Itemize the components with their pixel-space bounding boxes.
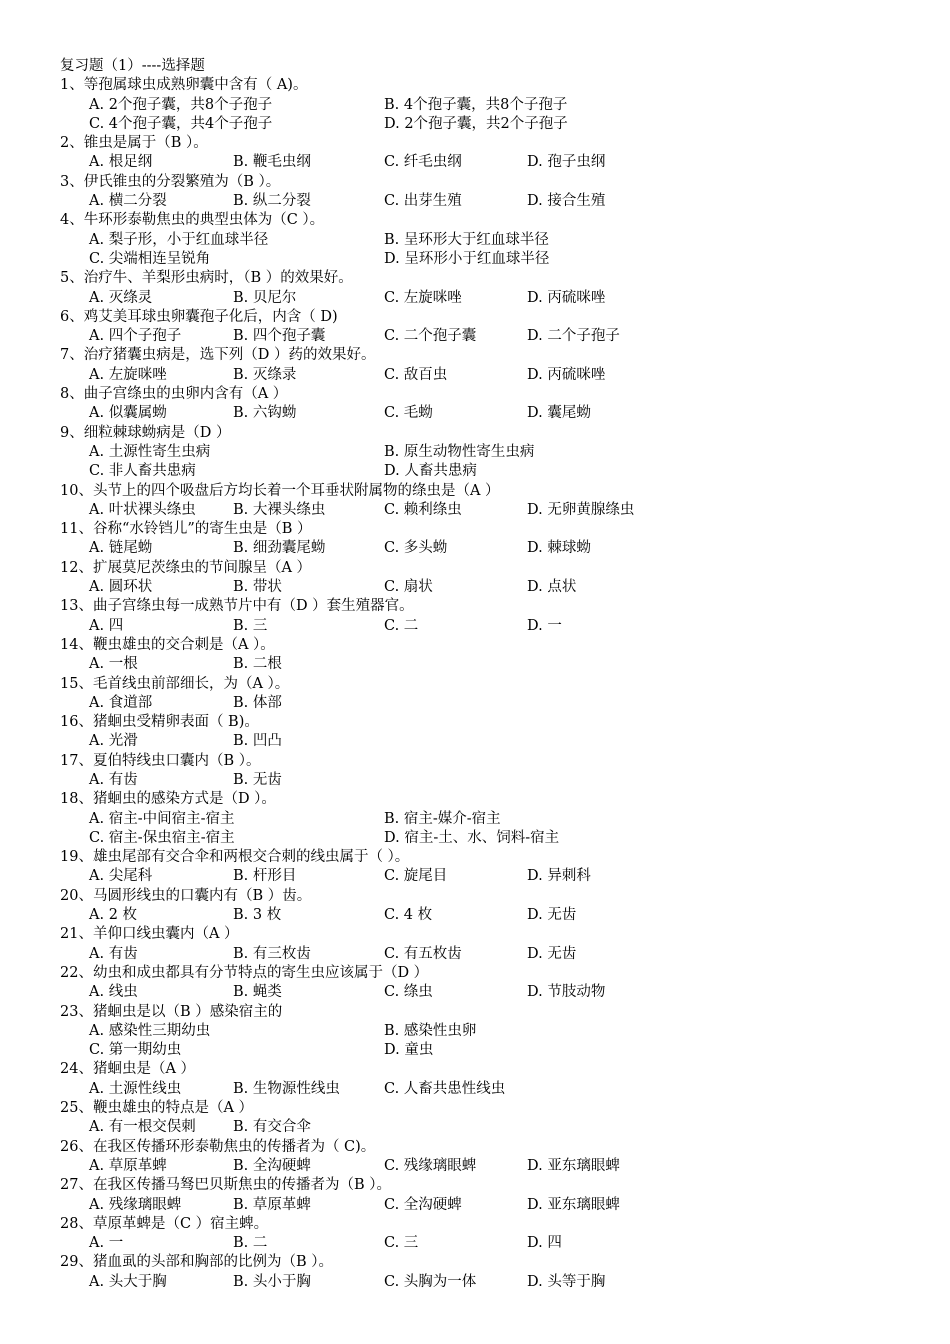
answer-option: C. 纤毛虫纲	[384, 154, 462, 171]
question-stem: 10、头节上的四个吸盘后方均长着一个耳垂状附属物的绦虫是（A ）	[60, 482, 500, 499]
answer-option: C. 头胸为一体	[384, 1273, 477, 1290]
question-stem: 29、猪血虱的头部和胸部的比例为（B ）。	[60, 1254, 333, 1271]
answer-option: A. 圆环状	[89, 579, 153, 596]
answer-option: D. 人畜共患病	[384, 463, 477, 480]
answer-option: B. 纵二分裂	[233, 193, 311, 210]
answer-option: B. 全沟硬蜱	[233, 1157, 311, 1174]
answer-option: B. 六钩蚴	[233, 405, 297, 422]
answer-option: B. 三	[233, 617, 268, 634]
answer-option: D. 囊尾蚴	[527, 405, 591, 422]
option-row	[60, 501, 920, 520]
question-stem: 9、细粒棘球蚴病是（D ）	[60, 424, 231, 441]
option-row	[60, 366, 920, 385]
option-row	[60, 1234, 920, 1253]
question-stem: 2、锥虫是属于（B ）。	[60, 135, 208, 152]
answer-option: C. 敌百虫	[384, 366, 448, 383]
question-stem: 23、猪蛔虫是以（B ）感染宿主的	[60, 1003, 283, 1020]
question-stem: 7、治疗猪囊虫病是，选下列（D ）药的效果好。	[60, 347, 376, 364]
question-stem: 8、曲子宫绦虫的虫卵内含有（A ）	[60, 386, 288, 403]
answer-option: A. 土源性线虫	[89, 1080, 182, 1097]
document-page	[60, 57, 920, 1292]
answer-option: B. 头小于胸	[233, 1273, 311, 1290]
question-stem: 16、猪蛔虫受精卵表面（ B)。	[60, 714, 259, 731]
option-row	[60, 694, 920, 713]
answer-option: D. 无齿	[527, 945, 577, 962]
answer-option: C. 残缘璃眼蜱	[384, 1157, 477, 1174]
answer-option: A. 一根	[89, 656, 138, 673]
answer-option: C. 三	[384, 1235, 419, 1252]
option-row	[60, 539, 920, 558]
answer-option: C. 全沟硬蜱	[384, 1196, 462, 1213]
question-stem: 6、鸡艾美耳球虫卵囊孢子化后，内含（ D)	[60, 308, 338, 325]
answer-option: A. 四	[89, 617, 124, 634]
question-stem: 22、幼虫和成虫都具有分节特点的寄生虫应该属于（D ）	[60, 964, 429, 981]
answer-option: C. 非人畜共患病	[89, 463, 196, 480]
option-row	[60, 250, 920, 269]
answer-option: A. 根足纲	[89, 154, 153, 171]
question-stem: 20、马圆形线虫的口囊内有（B ）齿。	[60, 887, 312, 904]
answer-option: C. 赖利绦虫	[384, 501, 462, 518]
answer-option: B. 二	[233, 1235, 268, 1252]
question-stem: 1、等孢属球虫成熟卵囊中含有（ A)。	[60, 77, 308, 94]
answer-option: C. 毛蚴	[384, 405, 433, 422]
answer-option: A. 2个孢子囊，共8个子孢子	[89, 96, 273, 113]
answer-option: D. 点状	[527, 579, 577, 596]
answer-option: B. 蝇类	[233, 984, 282, 1001]
question-stem: 3、伊氏锥虫的分裂繁殖为（B ）。	[60, 173, 281, 190]
question-stem: 24、猪蛔虫是（A ）	[60, 1061, 196, 1078]
question-stem: 21、羊仰口线虫囊内（A ）	[60, 926, 239, 943]
answer-option: A. 左旋咪唑	[89, 366, 167, 383]
option-row	[60, 983, 920, 1002]
option-row	[60, 655, 920, 674]
answer-option: D. 无齿	[527, 907, 577, 924]
option-row	[60, 829, 920, 848]
option-row	[60, 1196, 920, 1215]
question-stem: 12、扩展莫尼茨绦虫的节间腺呈（A ）	[60, 559, 312, 576]
answer-option: A. 有齿	[89, 771, 138, 788]
answer-option: A. 感染性三期幼虫	[89, 1022, 211, 1039]
answer-option: C. 第一期幼虫	[89, 1042, 182, 1059]
answer-option: B. 带状	[233, 579, 282, 596]
answer-option: D. 呈环形小于红血球半径	[384, 250, 550, 267]
question-stem: 18、猪蛔虫的感染方式是（D ）。	[60, 791, 276, 808]
answer-option: C. 出芽生殖	[384, 193, 462, 210]
question-stem: 11、谷称“水铃铛儿”的寄生虫是（B ）	[60, 521, 312, 538]
option-row	[60, 231, 920, 250]
question-list	[60, 76, 920, 1292]
answer-option: D. 丙硫咪唑	[527, 289, 606, 306]
answer-option: A. 横二分裂	[89, 193, 167, 210]
answer-option: A. 似囊属蚴	[89, 405, 167, 422]
option-row	[60, 327, 920, 346]
answer-option: C. 人畜共患性线虫	[384, 1080, 506, 1097]
answer-option: B. 草原革蜱	[233, 1196, 311, 1213]
answer-option: D. 宿主-土、水、饲料-宿主	[384, 829, 560, 846]
question-stem: 14、鞭虫雄虫的交合刺是（A ）。	[60, 636, 275, 653]
answer-option: D. 无卵黄腺绦虫	[527, 501, 635, 518]
option-row	[60, 906, 920, 925]
answer-option: B. 无齿	[233, 771, 282, 788]
answer-option: C. 宿主-保虫宿主-宿主	[89, 829, 235, 846]
question-stem: 5、治疗牛、羊梨形虫病时，（B ）的效果好。	[60, 270, 353, 287]
answer-option: C. 多头蚴	[384, 540, 448, 557]
option-row	[60, 192, 920, 211]
answer-option: D. 棘球蚴	[527, 540, 591, 557]
answer-option: D. 孢子虫纲	[527, 154, 606, 171]
answer-option: B. 宿主-媒介-宿主	[384, 810, 501, 827]
question-stem: 25、鞭虫雄虫的特点是（A ）	[60, 1100, 254, 1117]
answer-option: A. 草原革蜱	[89, 1157, 167, 1174]
question-stem: 26、在我区传播环形泰勒焦虫的传播者为（ C)。	[60, 1138, 376, 1155]
answer-option: D. 节肢动物	[527, 984, 606, 1001]
answer-option: A. 2 枚	[89, 907, 138, 924]
answer-option: B. 4个孢子囊，共8个子孢子	[384, 96, 568, 113]
answer-option: C. 左旋咪唑	[384, 289, 462, 306]
answer-option: B. 大裸头绦虫	[233, 501, 326, 518]
answer-option: A. 一	[89, 1235, 124, 1252]
answer-option: A. 食道部	[89, 694, 153, 711]
answer-option: D. 头等于胸	[527, 1273, 606, 1290]
answer-option: D. 异刺科	[527, 868, 591, 885]
answer-option: D. 亚东璃眼蜱	[527, 1157, 620, 1174]
answer-option: B. 体部	[233, 694, 282, 711]
option-row	[60, 1118, 920, 1137]
question-stem: 4、牛环形泰勒焦虫的典型虫体为（C ）。	[60, 212, 325, 229]
answer-option: B. 生物源性线虫	[233, 1080, 340, 1097]
answer-option: A. 头大于胸	[89, 1273, 167, 1290]
answer-option: B. 四个孢子囊	[233, 328, 326, 345]
answer-option: B. 鞭毛虫纲	[233, 154, 311, 171]
question-stem: 17、夏伯特线虫口囊内（B ）。	[60, 752, 261, 769]
answer-option: B. 灭绦录	[233, 366, 297, 383]
answer-option: C. 二个孢子囊	[384, 328, 477, 345]
answer-option: A. 四个子孢子	[89, 328, 182, 345]
option-row	[60, 732, 920, 751]
answer-option: A. 链尾蚴	[89, 540, 153, 557]
answer-option: D. 二个子孢子	[527, 328, 620, 345]
option-row	[60, 810, 920, 829]
option-row	[60, 1273, 920, 1292]
page-title: 复习题（1）----选择题	[60, 58, 205, 74]
answer-option: B. 有三枚齿	[233, 945, 311, 962]
answer-option: B. 有交合伞	[233, 1119, 311, 1136]
option-row	[60, 945, 920, 964]
question-stem: 28、草原革蜱是（C ）宿主蜱。	[60, 1215, 269, 1232]
answer-option: A. 光滑	[89, 733, 138, 750]
answer-option: C. 扇状	[384, 579, 433, 596]
answer-option: A. 线虫	[89, 984, 138, 1001]
question-stem: 19、雄虫尾部有交合伞和两根交合刺的线虫属于（ ）。	[60, 849, 410, 866]
answer-option: D. 亚东璃眼蜱	[527, 1196, 620, 1213]
answer-option: A. 宿主-中间宿主-宿主	[89, 810, 235, 827]
answer-option: D. 接合生殖	[527, 193, 606, 210]
answer-option: D. 一	[527, 617, 562, 634]
option-row	[60, 1041, 920, 1060]
option-row	[60, 617, 920, 636]
option-row	[60, 1157, 920, 1176]
question-stem: 13、曲子宫绦虫每一成熟节片中有（D ）套生殖器官。	[60, 598, 414, 615]
question-stem: 27、在我区传播马驽巴贝斯焦虫的传播者为（B ）。	[60, 1177, 391, 1194]
option-row	[60, 462, 920, 481]
answer-option: B. 凹凸	[233, 733, 282, 750]
option-row	[60, 1080, 920, 1099]
answer-option: C. 4个孢子囊，共4个子孢子	[89, 115, 273, 132]
answer-option: C. 4 枚	[384, 907, 433, 924]
answer-option: A. 有一根交俣刺	[89, 1119, 196, 1136]
answer-option: D. 四	[527, 1235, 562, 1252]
answer-option: B. 二根	[233, 656, 282, 673]
answer-option: A. 有齿	[89, 945, 138, 962]
answer-option: D. 童虫	[384, 1042, 434, 1059]
option-row	[60, 1022, 920, 1041]
answer-option: C. 绦虫	[384, 984, 433, 1001]
answer-option: B. 贝尼尔	[233, 289, 297, 306]
answer-option: A. 梨子形，小于红血球半径	[89, 231, 269, 248]
option-row	[60, 115, 920, 134]
answer-option: A. 尖尾科	[89, 868, 153, 885]
question-stem: 15、毛首线虫前部细长，为（A ）。	[60, 675, 290, 692]
option-row	[60, 289, 920, 308]
option-row	[60, 96, 920, 115]
answer-option: C. 旋尾目	[384, 868, 448, 885]
option-row	[60, 443, 920, 462]
answer-option: B. 感染性虫卵	[384, 1022, 477, 1039]
option-row	[60, 771, 920, 790]
answer-option: B. 杆形目	[233, 868, 297, 885]
option-row	[60, 867, 920, 886]
answer-option: C. 二	[384, 617, 419, 634]
answer-option: A. 土源性寄生虫病	[89, 443, 211, 460]
option-row	[60, 153, 920, 172]
answer-option: C. 尖端相连呈锐角	[89, 250, 211, 267]
answer-option: B. 细劲囊尾蚴	[233, 540, 326, 557]
option-row	[60, 578, 920, 597]
answer-option: B. 呈环形大于红血球半径	[384, 231, 549, 248]
answer-option: A. 残缘璃眼蜱	[89, 1196, 182, 1213]
answer-option: A. 灭绦灵	[89, 289, 153, 306]
option-row	[60, 404, 920, 423]
answer-option: C. 有五枚齿	[384, 945, 462, 962]
answer-option: B. 3 枚	[233, 907, 282, 924]
answer-option: B. 原生动物性寄生虫病	[384, 443, 535, 460]
answer-option: D. 丙硫咪唑	[527, 366, 606, 383]
answer-option: D. 2个孢子囊，共2个子孢子	[384, 115, 568, 132]
answer-option: A. 叶状裸头绦虫	[89, 501, 196, 518]
